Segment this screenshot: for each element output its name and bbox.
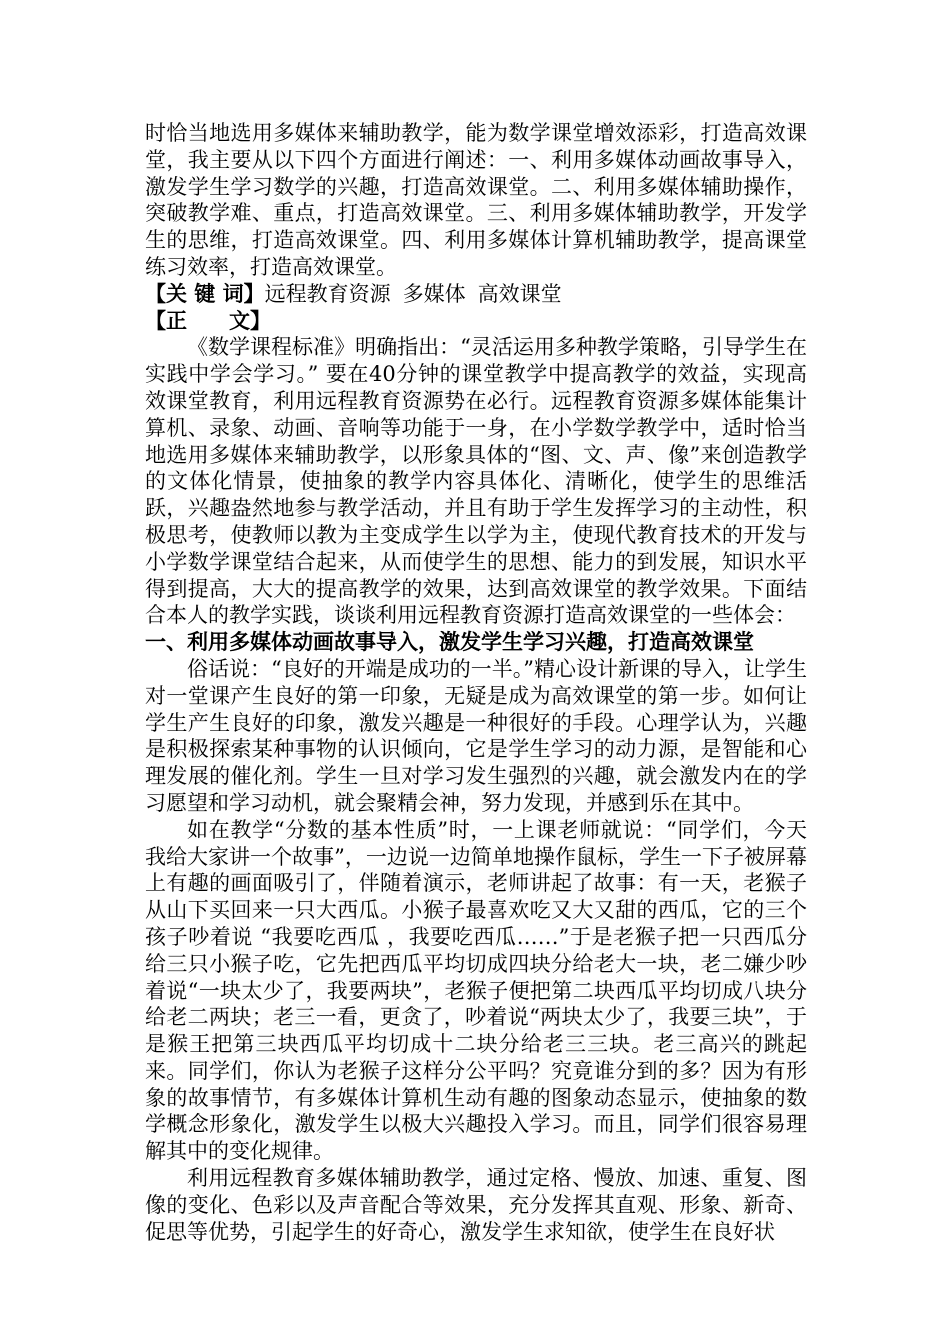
keyword-item: 高效课堂 [477,281,562,306]
section-heading: 一、利用多媒体动画故事导入，激发学生学习兴趣，打造高效课堂 [145,629,754,655]
body-paragraph: 如在教学“分数的基本性质”时，一上课老师就说：“同学们，今天我给大家讲一个故事”，一边说一边简单地操作鼠标，学生一下子被屏幕上有趣的画面吸引了，伴随着演示，老师讲起了故事：有一天，老猴子从山下买回来一只大西瓜。小猴子最喜欢吃又大又甜的西瓜，它的三个孩子吵着说 “我要吃西瓜 ，我要吃西瓜……”于是老猴子把一只西瓜分给三只小猴子吃，它先把西瓜平均切成四块分给老大一块，老二嫌少吵着说“一块太少了，我要两块”，老猴子便把第二块西瓜平均切成八块分给老二两块；老三一看，更贪了，吵着说“两块太少了，我要三块”，于是猴王把第三块西瓜平均切成十二块分给老三三块。老三高兴的跳起来。同学们，你认为老猴子这样分公平吗？究竟谁分到的多？因为有形象的故事情节，有多媒体计算机生动有趣的图象动态显示，使抽象的数学概念形象化，激发学生以极大兴趣投入学习。而且，同学们很容易理解其中的变化规律。 [145,817,807,1164]
intro-paragraph: 《数学课程标准》明确指出：“灵活运用多种教学策略，引导学生在实践中学会学习。” 要在40分钟的课堂教学中提高教学的效益，实现高效课堂教育，利用远程教育资源势在必行。远程教育资源多媒体能集计算机、录象、动画、音响等功能于一身，在小学数学教学中，适时恰当地选用多媒体来辅助教学，以形象具体的“图、文、声、像”来创造教学的文体化情景，使抽象的教学内容具体化、清晰化，使学生的思维活跃，兴趣盎然地参与教学活动，并且有助于学生发挥学习的主动性，积极思考，使教师以教为主变成学生以学为主，使现代教育技术的开发与小学数学课堂结合起来，从而使学生的思想、能力的到发展，知识水平得到提高，大大的提高教学的效果，达到高效课堂的教学效果。下面结合本人的教学实践，谈谈利用远程教育资源打造高效课堂的一些体会： [145,335,807,628]
body-label: 【正 文】 [145,307,271,333]
document-page [145,120,807,1245]
body-paragraph: 俗话说：“良好的开端是成功的一半。”精心设计新课的导入，让学生对一堂课产生良好的第一印象，无疑是成为高效课堂的第一步。如何让学生产生良好的印象，激发兴趣是一种很好的手段。心理学认为，兴趣是积极探索某种事物的认识倾向，它是学生学习的动力源，是智能和心理发展的催化剂。学生一旦对学习发生强烈的兴趣，就会激发内在的学习愿望和学习动机，就会聚精会神，努力发现，并感到乐在其中。 [145,656,807,815]
body-paragraph: 利用远程教育多媒体辅助教学，通过定格、慢放、加速、重复、图像的变化、色彩以及声音配合等效果，充分发挥其直观、形象、新奇、促思等优势，引起学生的好奇心，激发学生求知欲，使学生在良好状 [145,1166,807,1244]
keyword-item: 远程教育资源 [264,281,391,306]
abstract-continuation: 时恰当地选用多媒体来辅助教学，能为数学课堂增效添彩，打造高效课堂，我主要从以下四个方面进行阐述：一、利用多媒体动画故事导入，激发学生学习数学的兴趣，打造高效课堂。二、利用多媒体辅助操作，突破教学难、重点，打造高效课堂。三、利用多媒体辅助教学，开发学生的思维，打造高效课堂。四、利用多媒体计算机辅助教学，提高课堂练习效率，打造高效课堂。 [145,121,807,279]
keywords-line [145,281,807,308]
keywords-label: 【关 键 词】 [145,280,265,306]
keyword-item: 多媒体 [402,281,466,306]
